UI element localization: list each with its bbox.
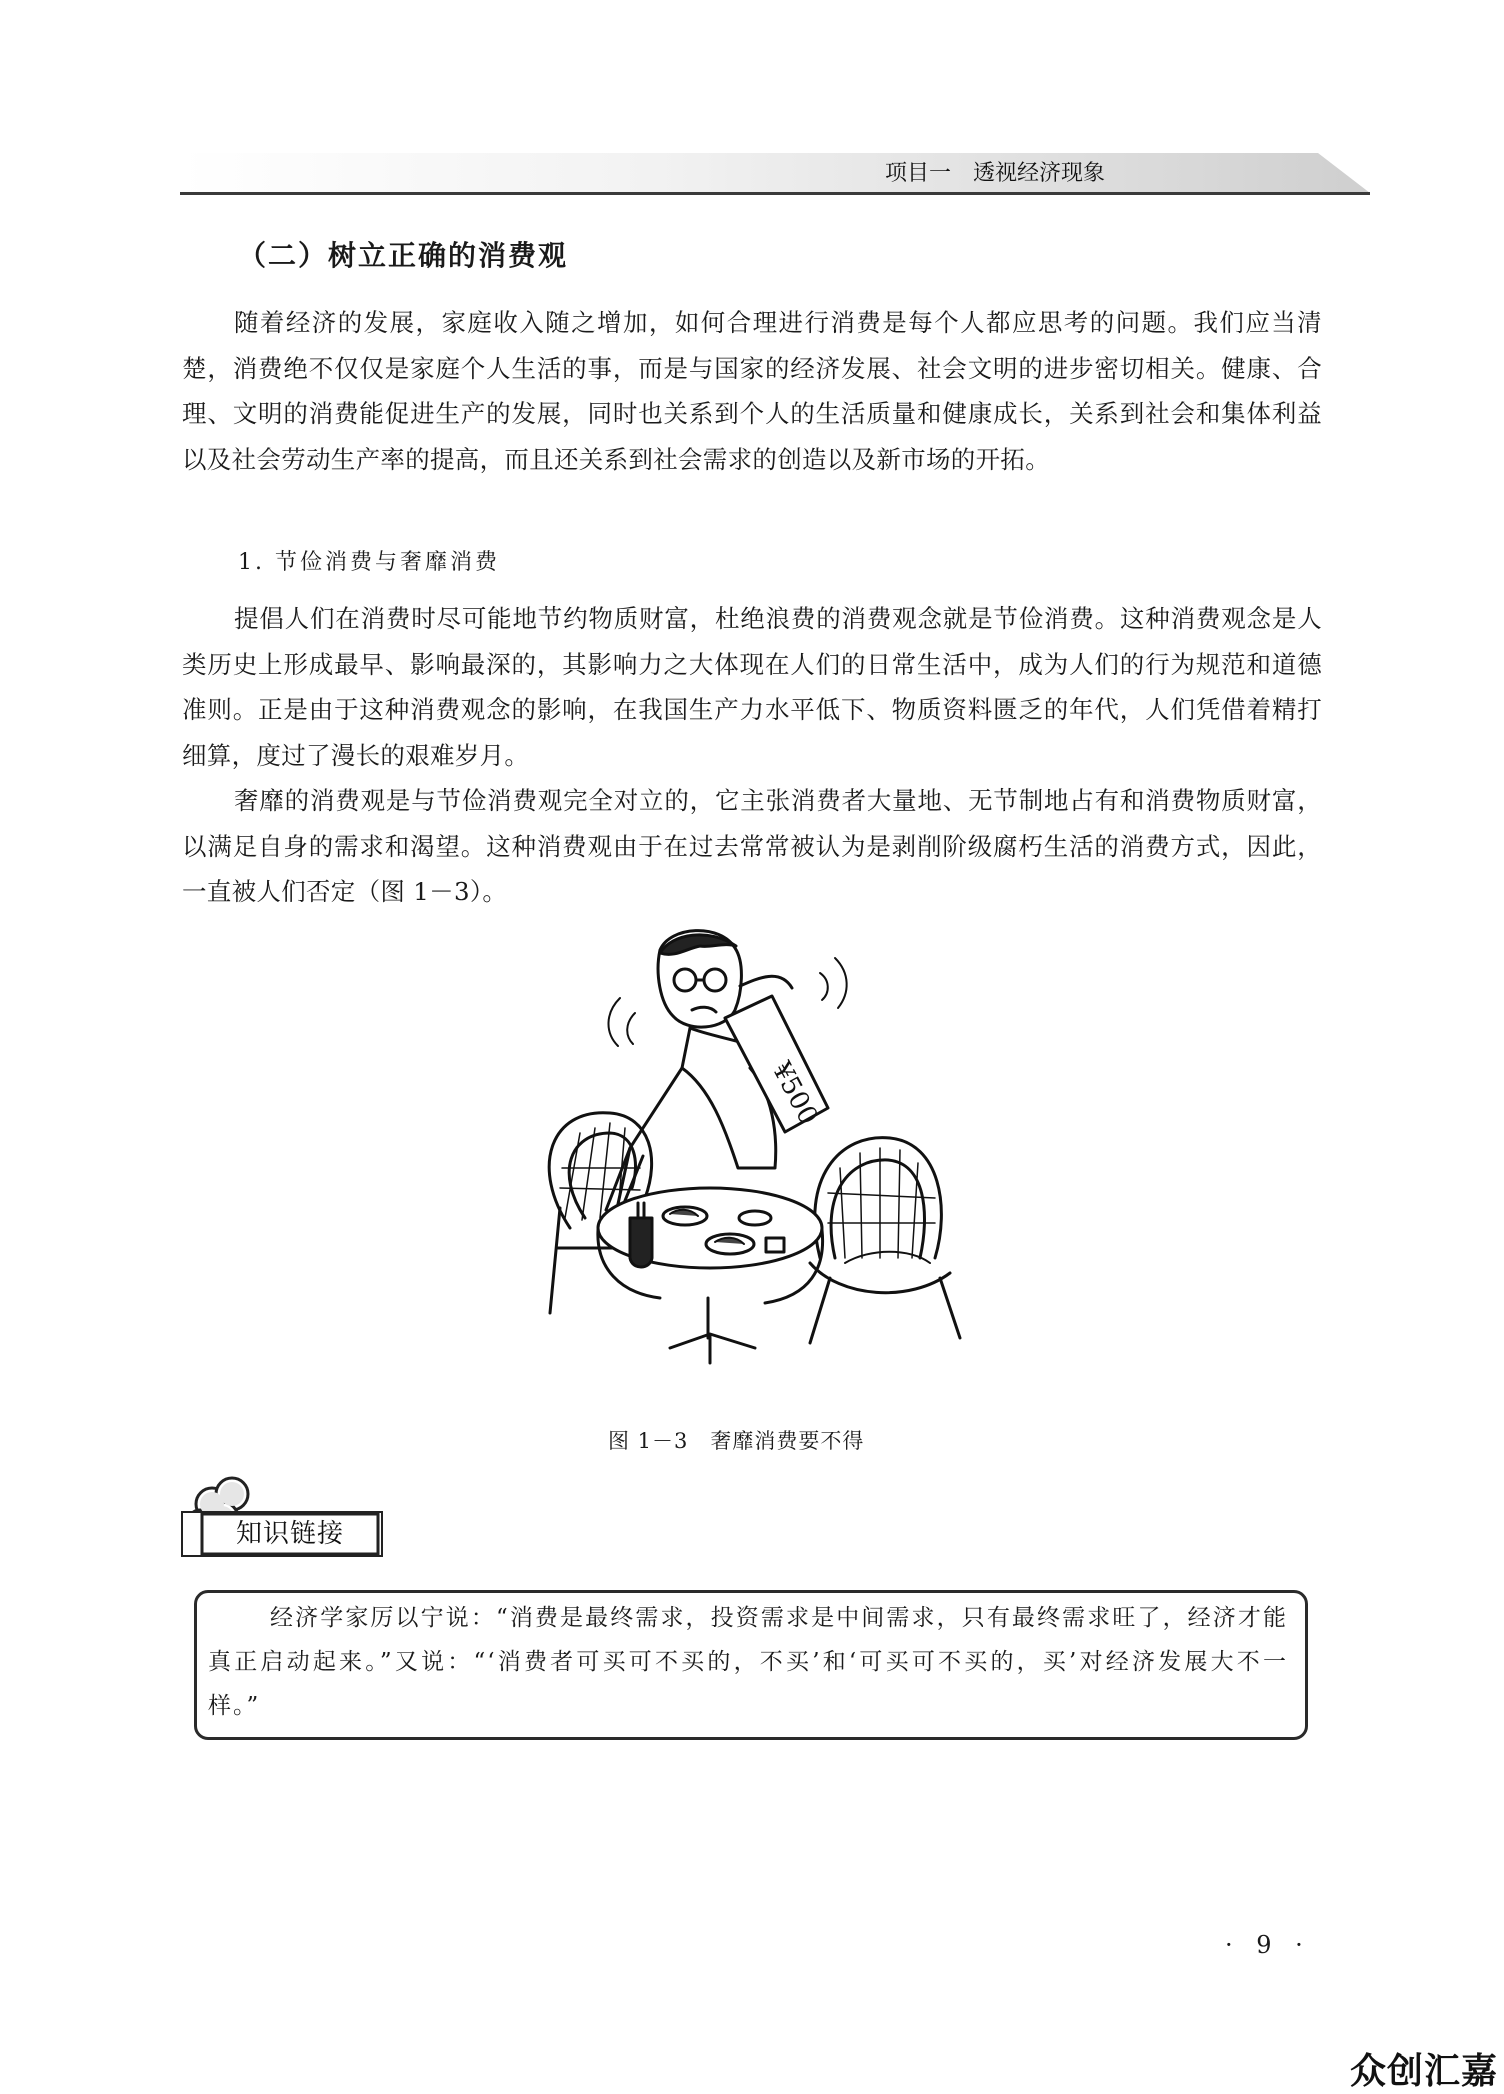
dining-table — [598, 1188, 823, 1363]
watermark: 众创汇嘉 — [1350, 2051, 1499, 2092]
subsection-title: 1. 节俭消费与奢靡消费 — [238, 550, 500, 575]
right-chair — [810, 1138, 960, 1343]
knowledge-link-label: 知识链接 — [235, 1519, 344, 1549]
figure-caption: 图 1－3 奢靡消费要不得 — [608, 1429, 865, 1453]
running-header-band — [180, 153, 1370, 193]
knowledge-link-quote: 经济学家厉以宁说：“消费是最终需求，投资需求是中间需求，只有最终需求旺了，经济才能真正启动起来。”又说：“‘消费者可买可不买的，不买’和‘可买可不买的，买’对经济发展大不一样。” — [208, 1605, 1288, 1719]
paragraph-extravagant: 奢靡的消费观是与节俭消费观完全对立的，它主张消费者大量地、无节制地占有和消费物质财富，以满足自身的需求和渴望。这种消费观由于在过去常常被认为是剥削阶级腐朽生活的消费方式，因此，一直被人们否定（图 1－3）。 — [182, 786, 1322, 906]
running-header-project: 项目一 — [885, 161, 952, 186]
running-header — [885, 158, 1105, 190]
paragraph-intro: 随着经济的发展，家庭收入随之增加，如何合理进行消费是每个人都应思考的问题。我们应当清楚，消费绝不仅仅是家庭个人生活的事，而是与国家的经济发展、社会文明的进步密切相关。健康、合理、文明的消费能促进生产的发展，同时也关系到个人的生活质量和健康成长，关系到社会和集体利益以及社会劳动生产率的提高，而且还关系到社会需求的创造以及新市场的开拓。 — [182, 308, 1322, 474]
running-header-title: 透视经济现象 — [973, 161, 1106, 186]
extravagant-consumption-illustration — [510, 918, 1000, 1406]
paragraph-frugal: 提倡人们在消费时尽可能地节约物质财富，杜绝浪费的消费观念就是节俭消费。这种消费观念是人类历史上形成最早、影响最深的，其影响力之大体现在人们的日常生活中，成为人们的行为规范和道德准则。正是由于这种消费观念的影响，在我国生产力水平低下、物质资料匮乏的年代，人们凭借着精打细算，度过了漫长的艰难岁月。 — [182, 604, 1322, 770]
page-number: · 9 · — [1225, 1931, 1311, 1959]
header-rule — [180, 192, 1370, 195]
price-bill-text: ¥500 — [765, 1057, 824, 1130]
section-title: （二）树立正确的消费观 — [238, 239, 569, 272]
